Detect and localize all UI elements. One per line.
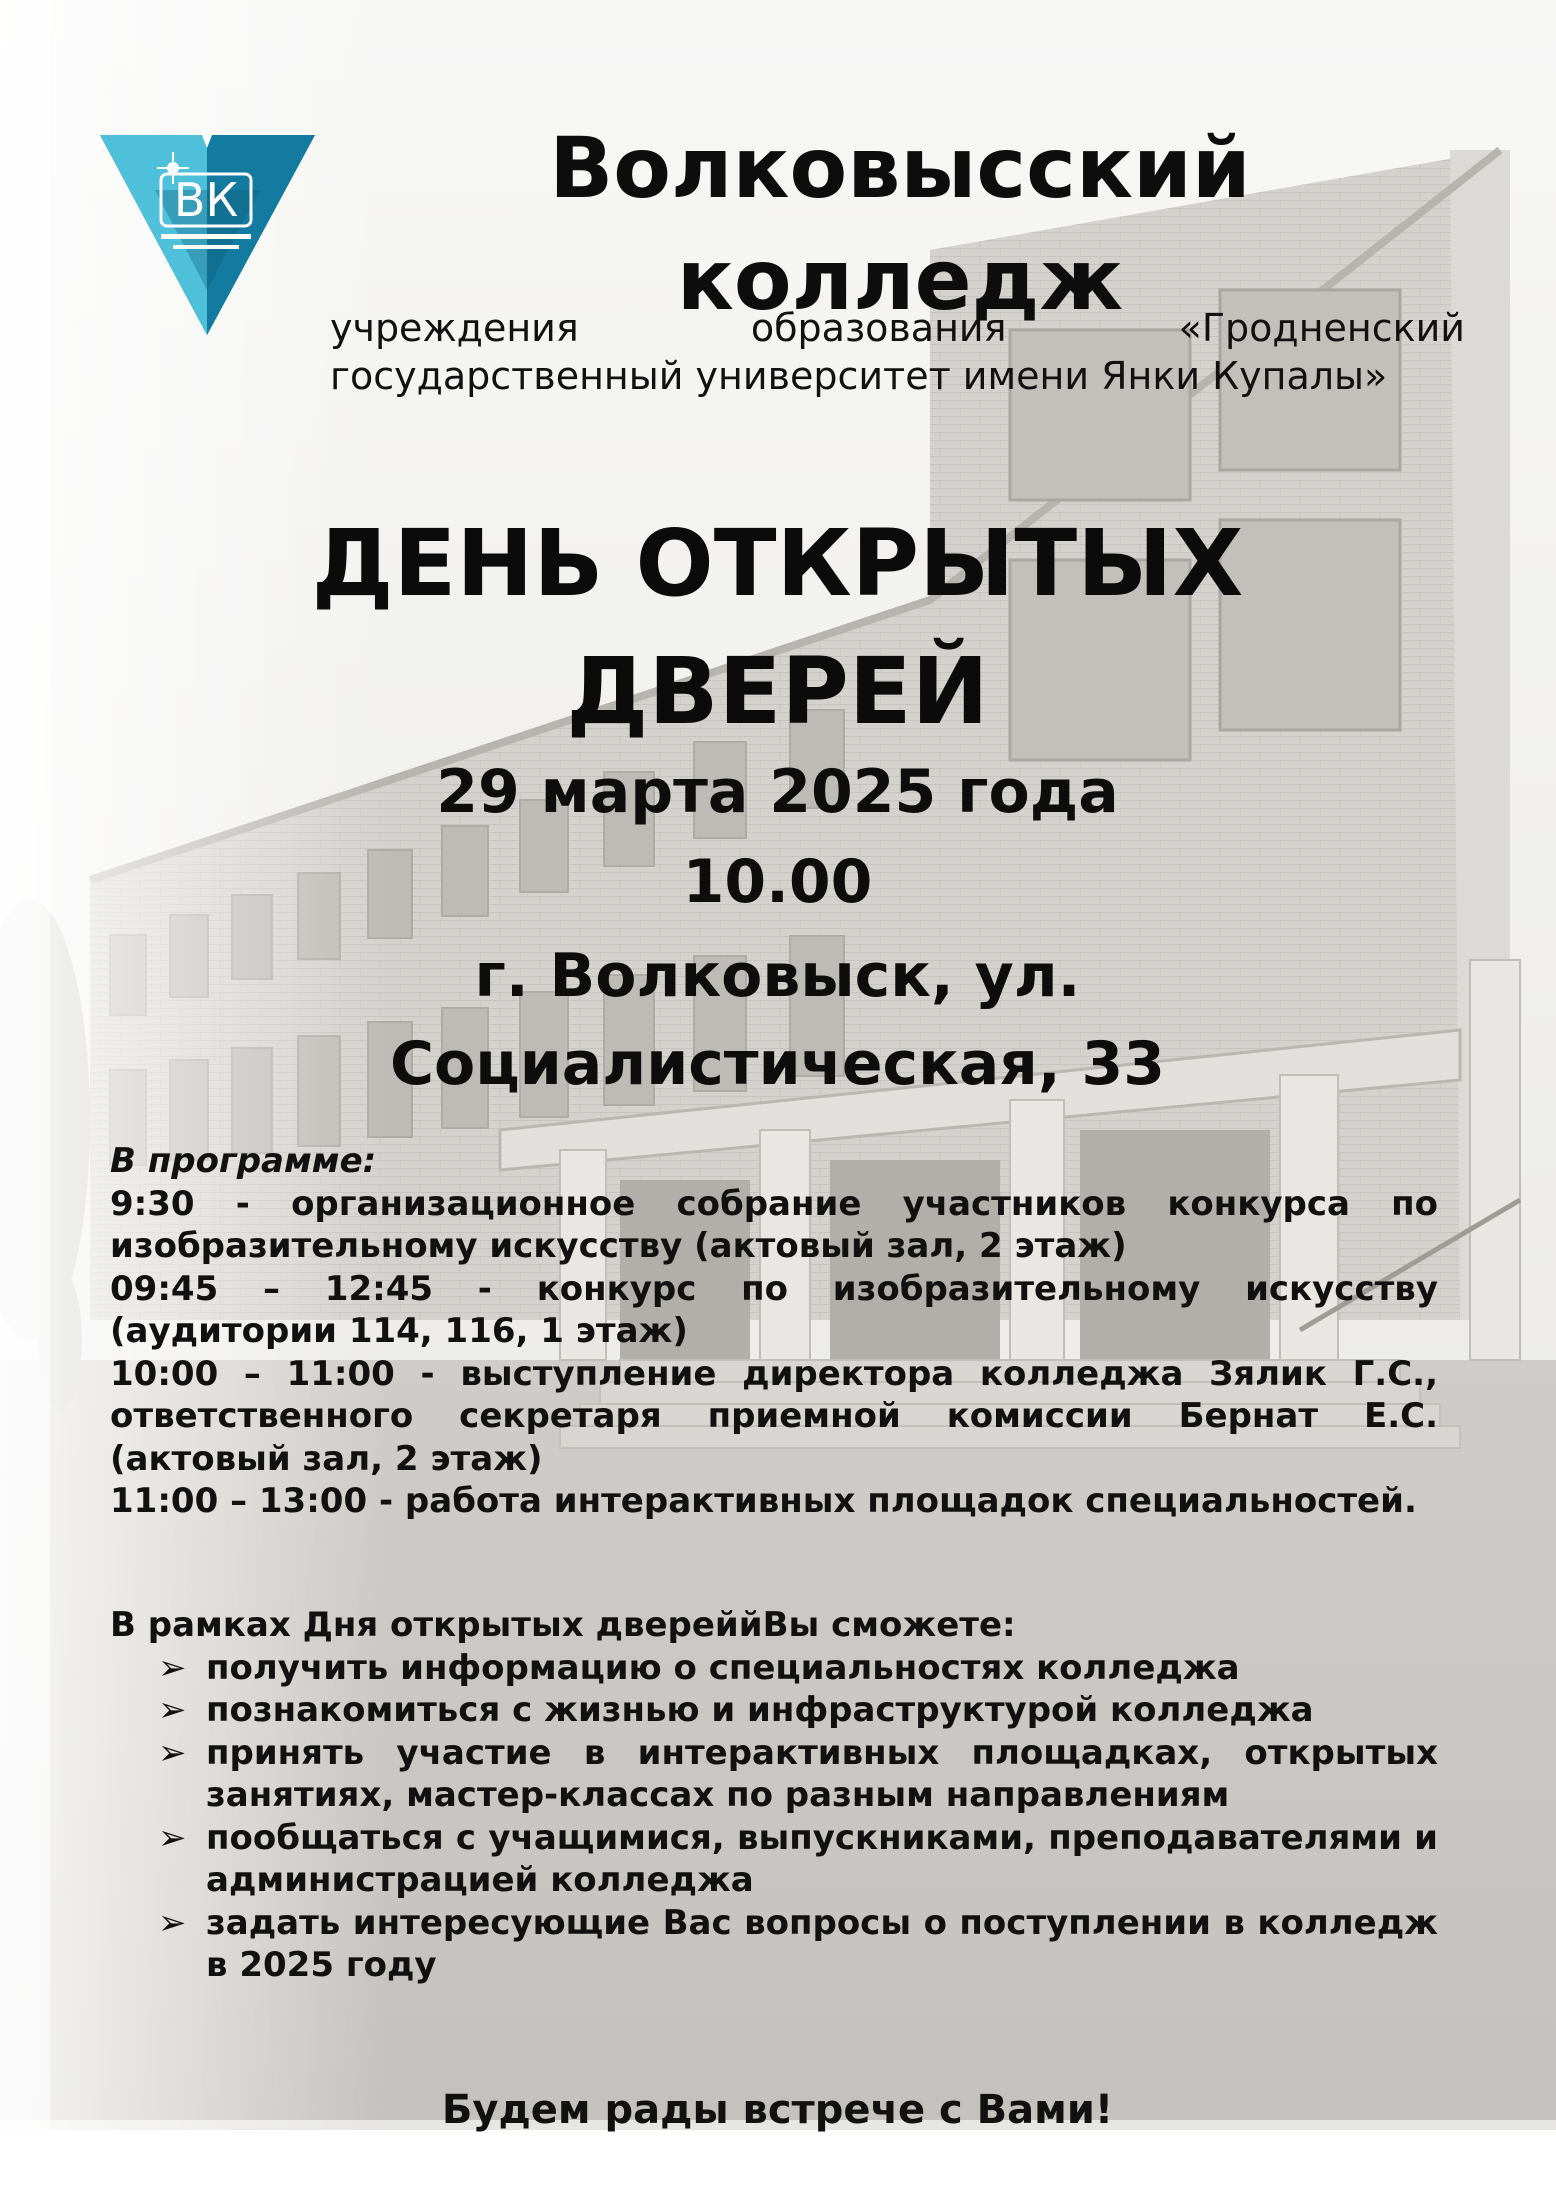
arrow-bullet-icon: ➢ [158, 1732, 187, 1773]
program-item: 10:00 – 11:00 - выступление директора колледжа Зялик Г.С., ответственного секретаря приемной комиссии Бернат Е.С. (актовый зал, 2 этаж) [110, 1353, 1438, 1479]
features-list [110, 1647, 1438, 1987]
college-name-line2: колледж [676, 231, 1124, 329]
event-title-line1: ДЕНЬ ОТКРЫТЫХ [311, 510, 1244, 617]
college-name-line1: Волковысский [549, 119, 1251, 217]
list-item-text: задать интересующие Вас вопросы о поступлении в колледж в 2025 году [206, 1902, 1438, 1985]
event-date: 29 марта 2025 года [436, 757, 1119, 827]
event-title-line2: ДВЕРЕЙ [566, 638, 989, 745]
arrow-bullet-icon: ➢ [158, 1690, 187, 1730]
list-item-text: познакомиться с жизнью и инфраструктурой колледжа [206, 1690, 1314, 1730]
event-title [220, 500, 1335, 756]
features-intro: В рамках Дня открытых двереййВы сможете: [110, 1605, 1016, 1645]
arrow-bullet-icon: ➢ [158, 1817, 187, 1858]
list-item-text: пообщаться с учащимися, выпускниками, преподавателями и администрацией колледжа [206, 1817, 1438, 1900]
college-name [470, 112, 1330, 336]
program-item: 11:00 – 13:00 - работа интерактивных площадок специальностей. [110, 1481, 1417, 1521]
address-line2: Социалистическая, 33 [390, 1029, 1165, 1099]
college-subtitle: учреждения образования «Гродненский государственный университет имени Янки Купалы» [330, 306, 1465, 398]
list-item [110, 1689, 1438, 1732]
list-item-text: получить информацию о специальностях колледжа [206, 1647, 1240, 1688]
event-address [220, 932, 1335, 1108]
college-logo [95, 130, 320, 345]
logo-text: ВК [173, 173, 239, 227]
list-item [110, 1817, 1438, 1902]
list-item-text: принять участие в интерактивных площадках, открытых занятиях, мастер-классах по разным направлениям [206, 1732, 1438, 1815]
features-section [110, 1604, 1438, 1987]
list-item [110, 1902, 1438, 1987]
address-line1: г. Волковыск, ул. [474, 941, 1081, 1011]
arrow-bullet-icon: ➢ [158, 1647, 187, 1688]
list-item [110, 1647, 1438, 1690]
program-item: 9:30 - организационное собрание участников конкурса по изобразительному искусству (актовый зал, 2 этаж) [110, 1183, 1438, 1266]
program-heading: В программе: [110, 1141, 377, 1181]
program-item: 09:45 – 12:45 - конкурс по изобразительному искусству (аудитории 114, 116, 1 этаж) [110, 1268, 1438, 1351]
arrow-bullet-icon: ➢ [158, 1902, 187, 1943]
list-item [110, 1732, 1438, 1817]
event-time: 10.00 [682, 847, 873, 917]
closing-message: Будем рады встрече с Вами! [441, 2087, 1114, 2133]
program-section [110, 1140, 1438, 1523]
